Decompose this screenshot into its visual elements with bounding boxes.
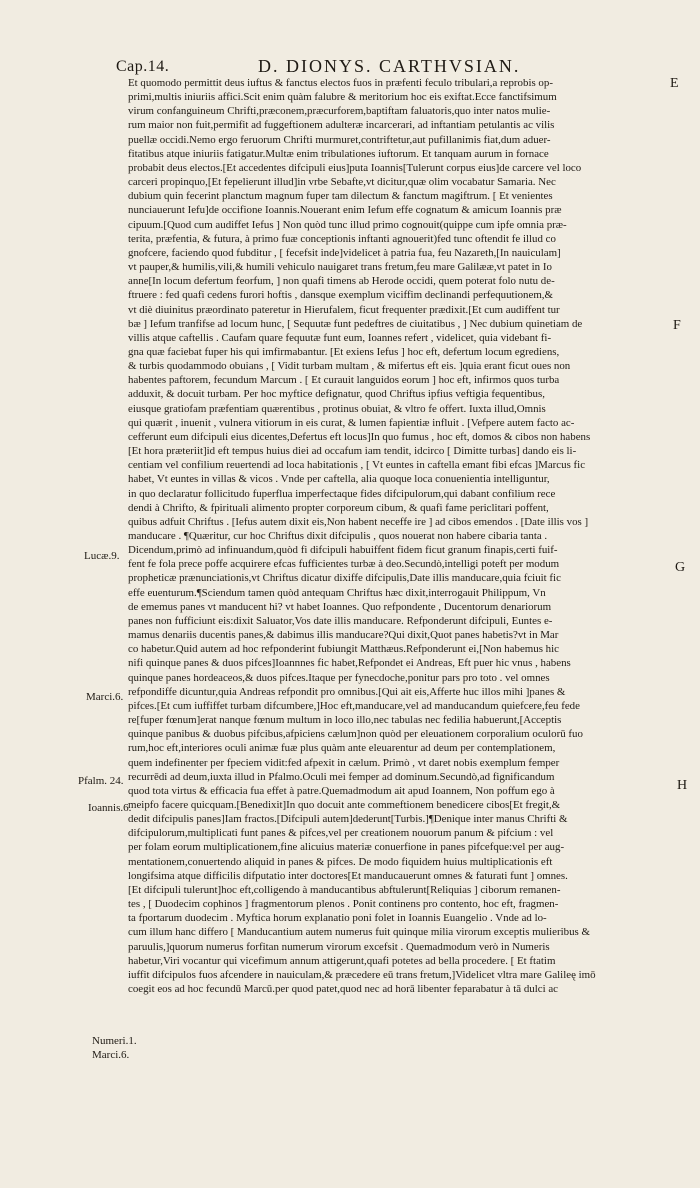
text-line: de ememus panes vt manducent hi? vt habet Ioannes. Quo refpondente , Ducentorum denariorum: [128, 600, 552, 613]
text-line: meipfo facere quicquam.[Benedixit]In quo docuit ante commeftionem benedicere cibos[Et fregit,&: [128, 798, 561, 811]
text-line: dedit difcipulis panes]Iam fractos.[Difcipuli autem]dederunt[Turbis.]¶Denique inter manus Chrifti &: [128, 813, 568, 826]
text-line: villis atque caftellis . Caufam quare fequutæ funt eum, Ioannes refert , videlicet, quia videbant fi-: [128, 331, 552, 344]
text-line: adduxit, & docuit turbam. Per hoc myftice defignatur, quod Chriftus ipfius veftigia fequentibus,: [128, 388, 545, 401]
text-line: cipuum.[Quod cum audiffet Iefus ] Non quòd tunc illud primo cognouit(quippe cum ipfe omnia præ-: [128, 218, 567, 231]
text-line: quod tota virtus & efficacia fua effet à patre.Quemadmodum ait apud Ioannem, Non poffum ego à: [128, 784, 555, 797]
body-text: [128, 76, 668, 996]
margin-note: Pfalm. 24.: [78, 775, 124, 787]
text-line: Et quomodo permittit deus iuftus & fanctus electos fuos in præfenti feculo tribulari,a reprobis op-: [128, 77, 553, 89]
text-line: probabit deus electos.[Et accedentes difcipuli eius]puta Ioannis[Tulerunt corpus eius]de carcere vel loco: [128, 161, 582, 174]
text-line: & turbis quodammodo obuians , [ Vidit turbam multam , & mifertus eft eis. ]quia erant ficut oues non: [128, 360, 571, 373]
text-line: in quo declaratur follicitudo fuperflua imperfectaque fides difcipulorum,qui dabant confilium rece: [128, 487, 556, 500]
text-line: eiusque gratiofam præfentiam quærentibus , protinus obuiat, & vltro fe offert. Iuxta illud,Omnis: [128, 402, 546, 415]
text-line: dendi à Chrifto, & fpirituali alimento propter corporeum cibum, & quafi fame periclitari poffent,: [128, 501, 549, 514]
text-line: propheticæ prænunciationis,vt Chriftus dicatur dixiffe difcipulis,Date illis manducare,quia fciuit fic: [128, 572, 561, 585]
edge-letter-e: E: [670, 76, 679, 91]
text-line: recurrēdi ad deum,iuxta illud in Pfalmo.Oculi mei femper ad dominum.Secundò,ad fignificandum: [128, 770, 555, 783]
edge-letter-f: F: [673, 318, 681, 333]
text-line: paruulis,]quorum numerus forfitan numerum virorum excefsit . Quemadmodum verò in Numeris: [128, 940, 550, 953]
text-line: anne[In locum defertum feorfum, ] non quafi timens ab Herode occidi, quem poterat folo nutu de-: [128, 275, 555, 288]
margin-note: Numeri.1.: [92, 1035, 137, 1047]
margin-note: Lucæ.9.: [84, 550, 120, 562]
text-line: habetur,Viri vocantur qui vicefimum annum attigerunt,quafi potetes ad bella procedere. [ Et ftatim: [128, 954, 556, 967]
text-line: effe euenturum.¶Sciendum tamen quòd antequam Chriftus hæc dixit,interrogauit Philippum, Vn: [128, 586, 546, 599]
text-line: refpondiffe dicuntur,quia Andreas refpondit pro omnibus.[Qui ait eis,Afferte huc illos mihi ]panes &: [128, 685, 566, 698]
text-line: carceri propinquo,[Et fepelierunt illud]in vrbe Sebafte,vt dicitur,quæ olim vocabatur Samaria. Nec: [128, 176, 556, 189]
text-line: primi,multis iniuriis affici.Scit enim quàm falubre & meritorium hoc eis exiftat.Ecce fanctifsimum: [128, 91, 557, 104]
edge-letter-h: H: [677, 778, 688, 793]
text-line: gnofcere, faciendo quod fubditur , [ fecefsit inde]videlicet à patria fua, feu Nazareth,[In nauiculam]: [128, 246, 561, 259]
text-line: [Et difcipuli tulerunt]hoc eft,colligendo à manducantibus abftulerunt[Reliquias ] ciborum remanen-: [128, 883, 561, 896]
text-line: fent fe fola prece poffe acquirere efcas fufficientes turbæ à deo.Secundò,intelligi poteft per modum: [128, 558, 560, 571]
text-line: cum illum hanc differo [ Manducantium autem numerus fuit quinque milia virorum exceptis mulieribus &: [128, 926, 590, 939]
text-line: quibus adfuit Chriftus . [Iefus autem dixit eis,Non habent neceffe ire ] ad cibos emendos . [Date illis vos ]: [128, 515, 589, 528]
text-line: quinque panibus & duobus pifcibus,afpiciens cælum]non quòd per eleuationem corporalium oculorū fuo: [128, 728, 583, 741]
text-line: vt diè diuinitus præordinato pateretur in Hierufalem, ficut frequenter prædixit.[Et cum audiffent tur: [128, 303, 560, 316]
edge-letter-g: G: [675, 560, 686, 575]
text-line: ftruere : fed quafi cedens furori hoftis , dansque exemplum viciffim declinandi perfequutionem,&: [128, 289, 554, 302]
text-line: rum maior non fuit,permifit ad fuggeftionem adulteræ incarcerari, ad inftantiam petulantis ac vilis: [128, 119, 555, 132]
text-line: cefferunt eum difcipuli eius dicentes,Defertus eft locus]In quo fumus , hoc eft, domos & cibos non habens: [128, 430, 591, 443]
text-line: per folam eorum multiplicationem,fine alicuius materiæ conuerfione in panes pifcefque:vel per aug-: [128, 841, 565, 854]
text-line: vt pauper,& humilis,vili,& humili vehiculo nauigaret trans fretum,feu mare Galilææ,vt patet in Io: [128, 261, 552, 274]
text-line: virum confanguineum Chrifti,præconem,præcurforem,baptiftam faluatoris,quo inter natos mulie-: [128, 105, 551, 118]
text-line: puellæ occidi.Nemo ergo feruorum Chrifti murmuret,contriftetur,aut pufillanimis fiat,dum aduer-: [128, 133, 551, 146]
text-line: terita, præfentia, & futura, à primo fuæ conceptionis inftanti agnouerit)fed tunc oftendit fe illud co: [128, 232, 556, 245]
text-line: [Et hora præteriit]id eft tempus huius diei ad occafum iam tendit, idcirco [ Dimitte turbas] dando eis li-: [128, 445, 577, 458]
text-line: iuffit difcipulos fuos afcendere in nauiculam,& præcedere eū trans fretum,]Videlicet vltra mare Galileę imō: [128, 968, 596, 981]
text-line: co habetur.Quid autem ad hoc refponderint fubiungit Matthæus.Refponderunt ei,[Non habemus hic: [128, 643, 559, 656]
text-line: dubium quin fecerint planctum magnum fuper tam dilectum & fanctum magiftrum. [ Et venientes: [128, 190, 553, 203]
text-line: difcipulorum,multiplicati funt panes & pifces,vel per creationem nouorum panum & pifcium : vel: [128, 827, 554, 840]
text-line: coegit eos ad hoc fecundū Marcū.per quod patet,quod nec ad horā libenter feparabatur à tā dulci ac: [128, 983, 558, 995]
text-line: manducare . ¶Quæritur, cur hoc Chriftus dixit difcipulis , quos nouerat non habere cibaria tanta .: [128, 530, 548, 542]
margin-note: Ioannis.6.: [88, 802, 132, 814]
text-line: quem indefinenter per fpeciem vidit:fed afpexit in cælum. Primò , vt daret nobis exemplum femper: [128, 756, 560, 769]
text-line: habentes paftorem, fecundum Marcum . [ Et curauit languidos eorum ] hoc eft, infirmos quos turba: [128, 374, 560, 387]
margin-note: Marci.6.: [92, 1049, 130, 1061]
text-line: centiam vel confilium reuertendi ad loca habitationis , [ Vt euntes in caftella emant fibi efcas ]Marcus fic: [128, 459, 586, 472]
text-line: tes , [ Duodecim cophinos ] fragmentorum plenos . Ponit continens pro contento, hoc eft, fragmen-: [128, 898, 559, 911]
running-head: D. DIONYS. CARTHVSIAN.: [258, 56, 521, 76]
text-line: mamus denariis ducentis panes,& dabimus illis manducare?Qui dixit,Quot panes habetis?vt in Mar: [128, 629, 559, 642]
text-line: ta fportarum duodecim . Myftica horum explanatio poni folet in Ioannis Euangelio . Vnde ad lo-: [128, 912, 547, 925]
chapter-label: Cap.14.: [116, 58, 170, 75]
text-line: Dicendum,primò ad infinuandum,quòd fi difcipuli habuiffent fidem ficut granum finapis,certi fuif-: [128, 544, 558, 557]
text-line: longifsima atque difficilis difputatio inter doctores[Et manducauerunt omnes & faturati funt ] omnes.: [128, 869, 568, 882]
text-line: bæ ] Iefum tranfifse ad locum hunc, [ Sequutæ funt pedeftres de ciuitatibus , ] Nec dubium quinetiam de: [128, 317, 583, 330]
text-line: mentationem,conuertendo aliquid in panes & pifces. De modo fiquidem huius multiplicationis eft: [128, 855, 553, 868]
text-line: pifces.[Et cum iuffiffet turbam difcumbere,]Hoc eft,manducare,vel ad manducandum quiefcere,feu fede: [128, 699, 580, 712]
text-line: rum,hoc eft,interiores oculi animæ fuæ plus quàm ante eleuarentur ad deum per contemplationem,: [128, 742, 556, 755]
text-line: nifi quinque panes & duos pifces]Ioannnes fic habet,Refpondet ei Andreas, Eft puer hic vnus , habens: [128, 657, 571, 670]
text-line: quinque panes hordeaceos,& duos pifces.Itaque per fynecdoche,ponitur pars pro toto . vel omnes: [128, 671, 550, 684]
text-line: nunciauerunt Iefu]de occifione Ioannis.Nouerant enim Iefum effe cognatum & amicum Ioannis præ: [128, 204, 562, 217]
margin-note: Marci.6.: [86, 691, 124, 703]
text-line: qui quærit , inuenit , vulnera vitiorum in eis curat, & lumen fapientiæ influit . [Vefpere autem facto ac-: [128, 416, 575, 429]
text-line: habet, Vt euntes in villas & vicos . Vnde per caftella, alia quoque loca conuenientia intelliguntur,: [128, 473, 550, 486]
text-line: re[fuper fœnum]erat nanque fœnum multum in loco illo,nec tabulas nec fedilia habuerunt,[Acceptis: [128, 714, 562, 727]
text-line: panes non fufficiunt eis:dixit Saluator,Vos date illis manducare. Refponderunt difcipuli, Euntes e-: [128, 614, 553, 627]
text-line: gna quæ faciebat fuper his qui imfirmabantur. [Et exiens Iefus ] hoc eft, defertum locum egrediens,: [128, 345, 560, 358]
text-line: fitatibus atque iniuriis fatigatur.Multæ enim tribulationes iuftorum. Et tanquam aurum in fornace: [128, 147, 549, 160]
